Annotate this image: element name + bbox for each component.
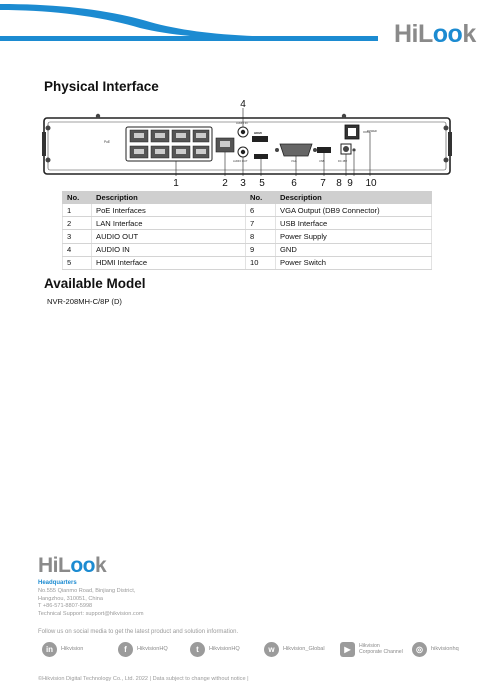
copyright-text: ©Hikvision Digital Technology Co., Ltd. 2022 | Data subject to change without notice |: [38, 676, 249, 682]
callout-7: 7: [320, 178, 326, 189]
table-header-cell: No.: [246, 192, 276, 204]
table-header-cell: Description: [92, 192, 246, 204]
audio-out-panel-label: AUDIO OUT: [233, 160, 248, 163]
table-cell: LAN Interface: [92, 217, 246, 230]
table-cell: 9: [246, 243, 276, 256]
social-webcast[interactable]: w Hikvision_Global: [264, 640, 325, 658]
callout-6: 6: [291, 178, 297, 189]
table-header-cell: Description: [276, 192, 432, 204]
table-cell: HDMI Interface: [92, 256, 246, 269]
hilook-logo: HiLook: [394, 20, 476, 48]
interface-table: [62, 191, 432, 270]
table-cell: 10: [246, 256, 276, 269]
table-row: [63, 243, 432, 256]
callout-1: 1: [173, 178, 179, 189]
audio-in-panel-label: AUDIO IN: [236, 122, 248, 125]
table-row: [63, 204, 432, 217]
headquarters-address: No.555 Qianmo Road, Binjiang District, Hangzhou, 310051, China T +86-571-8807-5998 Technical Support: support@hikvision.com: [38, 588, 144, 617]
callout-9: 9: [347, 178, 353, 189]
social-youtube[interactable]: ▶ Hikvision Corporate Channel: [340, 640, 403, 658]
table-cell: 7: [246, 217, 276, 230]
model-name: NVR-208MH-C/8P (D): [47, 297, 122, 306]
callout-2: 2: [222, 178, 228, 189]
table-cell: 6: [246, 204, 276, 217]
table-row: [63, 256, 432, 269]
support-email-link[interactable]: Technical Support: support@hikvision.com: [38, 610, 144, 617]
table-cell: AUDIO IN: [92, 243, 246, 256]
nvr-rear-panel-diagram: [40, 98, 456, 200]
social-twitter[interactable]: t HikvisionHQ: [190, 640, 240, 658]
table-cell: 4: [63, 243, 92, 256]
callout-10: 10: [365, 178, 377, 189]
headquarters-label: Headquarters: [38, 580, 77, 586]
table-row: [63, 230, 432, 243]
table-cell: Power Switch: [276, 256, 432, 269]
callout-5: 5: [259, 178, 265, 189]
dc-panel-label: DC 48V: [338, 160, 348, 163]
social-linkedin[interactable]: in Hikvision: [42, 640, 83, 658]
table-row: [63, 217, 432, 230]
section-title-available-model: Available Model: [44, 276, 146, 291]
table-cell: AUDIO OUT: [92, 230, 246, 243]
callout-3: 3: [240, 178, 246, 189]
callout-4: 4: [240, 99, 246, 110]
table-cell: 8: [246, 230, 276, 243]
table-cell: 2: [63, 217, 92, 230]
hilook-footer-logo: HiLook: [38, 554, 107, 577]
vga-panel-label: VGA: [291, 160, 297, 163]
table-cell: PoE Interfaces: [92, 204, 246, 217]
table-cell: 1: [63, 204, 92, 217]
table-header-row: [63, 192, 432, 204]
facebook-icon: f: [118, 642, 133, 657]
webcast-icon: w: [264, 642, 279, 657]
callout-8: 8: [336, 178, 342, 189]
power-panel-label: POWER: [367, 130, 377, 133]
twitter-icon: t: [190, 642, 205, 657]
table-cell: GND: [276, 243, 432, 256]
poe-panel-label: PoE: [104, 140, 111, 144]
social-instagram[interactable]: ◎ hikvisionhq: [412, 640, 459, 658]
table-cell: 3: [63, 230, 92, 243]
hdmi-panel-label: HDMI: [254, 131, 262, 135]
youtube-icon: ▶: [340, 642, 355, 657]
header-bar: [0, 36, 378, 41]
linkedin-icon: in: [42, 642, 57, 657]
instagram-icon: ◎: [412, 642, 427, 657]
usb-panel-label: USB: [319, 160, 325, 163]
follow-us-text: Follow us on social media to get the latest product and solution information.: [38, 629, 239, 635]
table-cell: Power Supply: [276, 230, 432, 243]
table-cell: USB Interface: [276, 217, 432, 230]
table-cell: 5: [63, 256, 92, 269]
table-header-cell: No.: [63, 192, 92, 204]
table-cell: VGA Output (DB9 Connector): [276, 204, 432, 217]
social-facebook[interactable]: f HikvisionHQ: [118, 640, 168, 658]
section-title-physical-interface: Physical Interface: [44, 79, 159, 94]
